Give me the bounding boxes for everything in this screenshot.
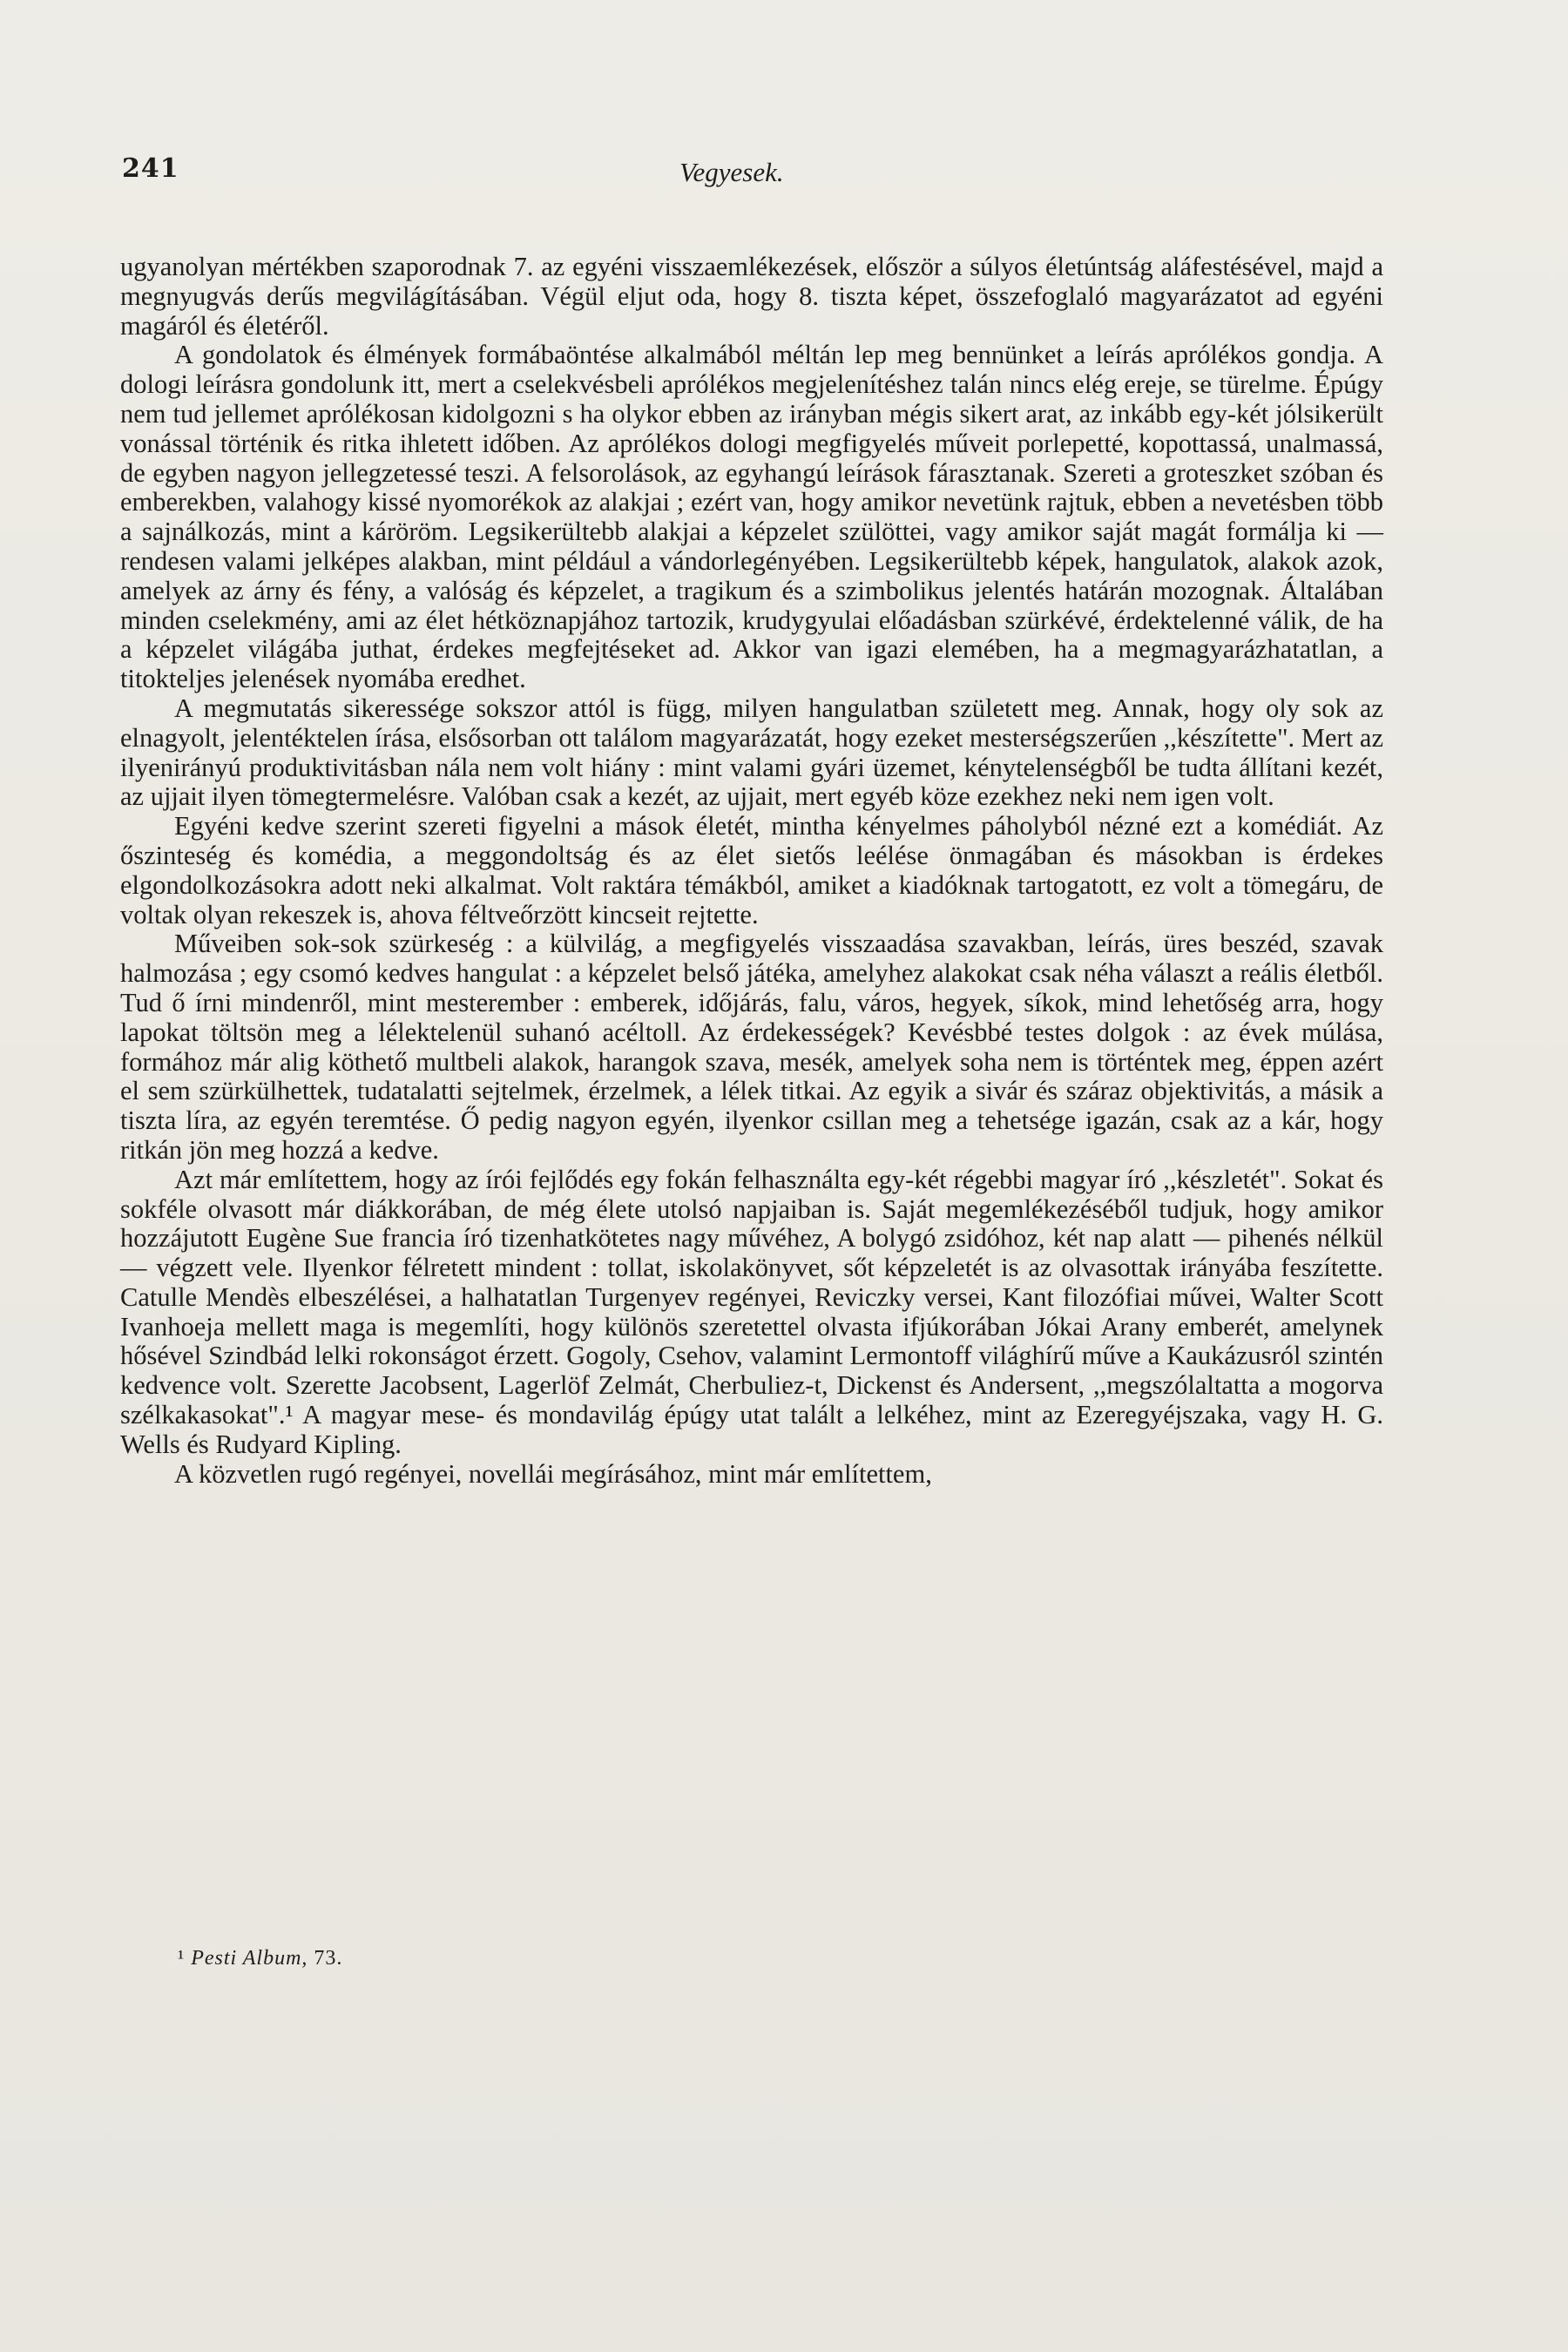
footnote-source: Pesti Album, [191, 1947, 308, 1970]
paragraph: A közvetlen rugó regényei, novellái megírásához, mint már említettem, [174, 1458, 932, 1489]
footnote [178, 1947, 342, 1970]
body-text [120, 253, 1383, 1489]
page-header [122, 153, 1376, 188]
paragraph: Műveiben sok-sok szürkeség : a külvilág, a megfigyelés visszaadása szavakban, leírás, üres beszéd, szavak halmozása ; egy csomó kedves hangulat : a képzelet belső játéka, amelyhez alakokat csak néha választ a reális életből. Tud ő írni mindenről, mint mesterember : emberek, időjárás, falu, város, hegyek, síkok, mind lehetőség arra, hogy lapokat töltsön meg a lélektelenül suhanó acéltoll. Az érdekességek? Kevésbbé testes dolgok : az évek múlása, formához már alig köthető multbeli alakok, harangok szava, mesék, amelyek soha nem is történtek meg, éppen azért el sem szürkülhettek, tudatalatti sejtelmek, érzelmek, a lélek titkai. Az egyik a sivár és száraz objektivitás, a másik a tiszta líra, az egyén teremtése. Ő pedig nagyon egyén, ilyenkor csillan meg a tehetsége igazán, csak az a kár, hogy ritkán jön meg hozzá a kedve. [120, 929, 1383, 1165]
page-number: 241 [122, 153, 179, 184]
paragraph: A megmutatás sikeressége sokszor attól is függ, milyen hangulatban született meg. Annak, hogy oly sok az elnagyolt, jelentéktelen írása, elsősorban ott találom magyarázatát, hogy ezeket mesterségszerűen ,,készítette". Mert az ilyenirányú produktivitásban nála nem volt hiány : mint valami gyári üzemet, kénytelenségből be tudta állítani kezét, az ujjait ilyen tömegtermelésre. Valóban csak a kezét, az ujjait, mert egyéb köze ezekhez neki nem igen volt. [120, 693, 1383, 812]
paragraph: Azt már említettem, hogy az írói fejlődés egy fokán felhasználta egy-két régebbi magyar író ,,készletét". Sokat és sokféle olvasott már diákkorában, de még élete utolsó napjaiban is. Saját megemlékezéséből tudjuk, hogy amikor hozzájutott Eugène Sue francia író tizenhatkötetes nagy művéhez, A bolygó zsidóhoz, két nap alatt — pihenés nélkül — végzett vele. Ilyenkor félretett mindent : tollat, iskolakönyvet, sőt képzeletét is az olvasottak irányába feszítette. Catulle Mendès elbeszélései, a halhatatlan Turgenyev regényei, Reviczky versei, Kant filozófiai művei, Walter Scott Ivanhoeja mellett maga is megemlíti, hogy különös szeretettel olvasta ifjúkorában Jókai Arany emberét, amelynek hősével Szindbád lelki rokonságot érzett. Gogoly, Csehov, valamint Lermontoff világhírű műve a Kaukázusról szintén kedvence volt. Szerette Jacobsent, Lagerlöf Zelmát, Cherbuliez-t, Dickenst és Andersent, ,,megszólaltatta a mogorva szélkakasokat".¹ A magyar mese- és mondavilág épúgy utat talált a lelkéhez, mint az Ezeregyéjszaka, vagy H. G. Wells és Rudyard Kipling. [120, 1164, 1383, 1459]
paragraph: Egyéni kedve szerint szereti figyelni a mások életét, mintha kényelmes páholyból nézné ezt a komédiát. Az őszinteség és komédia, a meggondoltság és az élet sietős leélése önmagában és másokban is érdekes elgondolkozásokra adott neki alkalmat. Volt raktára témákból, amiket a kiadóknak tartogatott, ez volt a tömegáru, de voltak olyan rekeszek is, ahova féltveőrzött kincseit rejtette. [120, 811, 1383, 929]
running-head: Vegyesek. [679, 157, 784, 187]
footnote-marker: ¹ [178, 1947, 186, 1970]
paragraph: ugyanolyan mértékben szaporodnak 7. az egyéni visszaemlékezések, először a súlyos életúntság aláfestésével, majd a megnyugvás derűs megvilágításában. Végül eljut oda, hogy 8. tiszta képet, összefoglaló magyarázatot ad egyéni magáról és életéről. [120, 252, 1383, 341]
paragraph: A gondolatok és élmények formábaöntése alkalmából méltán lep meg bennünket a leírás aprólékos gondja. A dologi leírásra gondolunk itt, mert a cselekvésbeli aprólékos megjelenítéshez talán nincs elég ereje, se türelme. Épúgy nem tud jellemet aprólékosan kidolgozni s ha olykor ebben az irányban mégis sikert arat, az inkább egy-két jólsikerült vonással történik és ritka ihletett időben. Az aprólékos dologi megfigyelés műveit porlepetté, kopottassá, unalmassá, de egyben nagyon jellegzetessé teszi. A felsorolások, az egyhangú leírások fárasztanak. Szereti a groteszket szóban és emberekben, valahogy kissé nyomorékok az alakjai ; ezért van, hogy amikor nevetünk rajtuk, ebben a nevetésben több a sajnálkozás, mint a káröröm. Legsikerültebb alakjai a képzelet szülöttei, vagy amikor saját magát formálja ki — rendesen valami jelképes alakban, mint például a vándorlegényében. Legsikerültebb képek, hangulatok, alakok azok, amelyek az árny és fény, a valóság és képzelet, a tragikum és a szimbolikus jelentés határán mozognak. Általában minden cselekmény, ami az élet hétköznapjához tartozik, krudygyulai előadásban szürkévé, érdektelenné válik, de ha a képzelet világába juthat, érdekes megfejtéseket ad. Akkor van igazi elemében, ha a megmagyarázhatatlan, a titokteljes jelenések nyomába eredhet. [120, 340, 1383, 694]
footnote-page: 73. [314, 1947, 343, 1970]
